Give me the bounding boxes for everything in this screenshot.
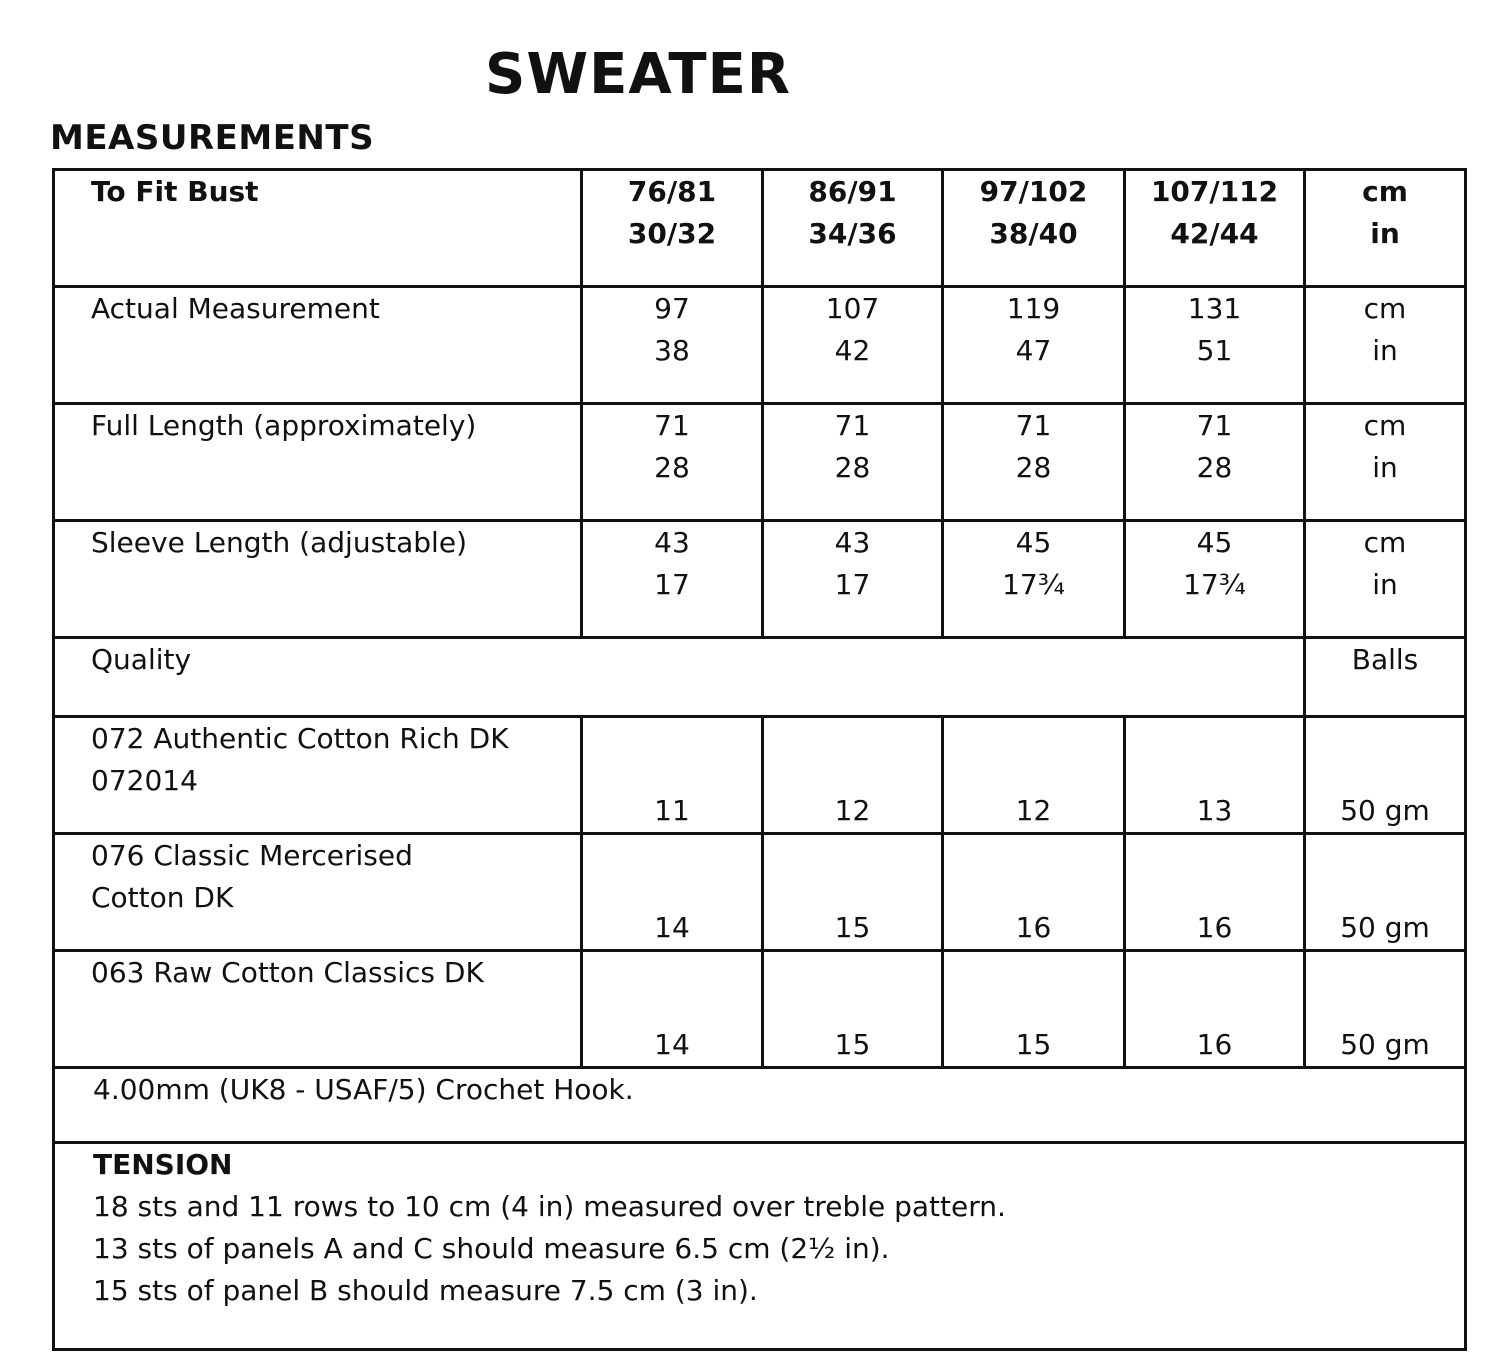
unit-cell (1305, 404, 1466, 521)
value-cell (1125, 521, 1305, 638)
value-cm: 71 (1015, 409, 1052, 442)
balls-value: 11 (582, 717, 763, 834)
yarn-row (54, 951, 1466, 1068)
yarn-row (54, 717, 1466, 834)
unit-in: in (1372, 451, 1398, 484)
value-cm: 119 (1006, 292, 1061, 325)
size-in: 38/40 (989, 217, 1078, 250)
value-in: 51 (1196, 334, 1233, 367)
value-cell (943, 287, 1125, 404)
value-cm: 45 (1015, 526, 1052, 559)
tension-line: 18 sts and 11 rows to 10 cm (4 in) measured over treble pattern. (93, 1190, 1006, 1223)
balls-value: 16 (1125, 834, 1305, 951)
row-label: To Fit Bust (54, 170, 582, 287)
size-cm: 107/112 (1150, 175, 1279, 208)
yarn-label (54, 717, 582, 834)
yarn-name: 072 Authentic Cotton Rich DK (91, 722, 509, 755)
value-in: 17 (654, 568, 690, 601)
tension-cell (54, 1143, 1466, 1350)
quality-row (54, 638, 1466, 717)
value-cell (582, 404, 763, 521)
quality-label: Quality (54, 638, 1305, 717)
value-cm: 43 (834, 526, 871, 559)
value-in: 28 (834, 451, 871, 484)
value-in: 28 (654, 451, 690, 484)
value-cell (763, 404, 943, 521)
ball-weight: 50 gm (1305, 951, 1466, 1068)
balls-value: 12 (763, 717, 943, 834)
row-label: Full Length (approximately) (54, 404, 582, 521)
table-row (54, 521, 1466, 638)
ball-weight: 50 gm (1305, 834, 1466, 951)
tension-line: 15 sts of panel B should measure 7.5 cm (3 in). (93, 1274, 758, 1307)
balls-value: 15 (943, 951, 1125, 1068)
value-cell (1125, 287, 1305, 404)
unit-cell (1305, 521, 1466, 638)
size-cm: 76/81 (627, 175, 717, 208)
size-in: 30/32 (627, 217, 717, 250)
value-cm: 43 (654, 526, 690, 559)
value-cm: 45 (1196, 526, 1233, 559)
tension-row (54, 1143, 1466, 1350)
tension-title: TENSION (93, 1148, 233, 1181)
value-cm: 71 (834, 409, 871, 442)
value-in: 17 (834, 568, 871, 601)
yarn-name: 063 Raw Cotton Classics DK (91, 956, 484, 989)
table-header-row (54, 170, 1466, 287)
unit-in: in (1370, 217, 1400, 250)
row-label: Actual Measurement (54, 287, 582, 404)
row-label: Sleeve Length (adjustable) (54, 521, 582, 638)
value-cm: 131 (1187, 292, 1242, 325)
balls-value: 13 (1125, 717, 1305, 834)
unit-in: in (1372, 568, 1398, 601)
tension-line: 13 sts of panels A and C should measure 6.5 cm (2½ in). (93, 1232, 890, 1265)
table-row (54, 287, 1466, 404)
unit-cm: cm (1363, 409, 1407, 442)
unit-header (1305, 170, 1466, 287)
value-cm: 71 (1196, 409, 1233, 442)
balls-value: 15 (763, 834, 943, 951)
yarn-label (54, 951, 582, 1068)
measurements-table (52, 168, 1467, 1351)
balls-value: 16 (943, 834, 1125, 951)
value-cell (763, 521, 943, 638)
yarn-row (54, 834, 1466, 951)
balls-value: 14 (582, 834, 763, 951)
value-cm: 97 (654, 292, 690, 325)
value-cell (1125, 404, 1305, 521)
value-in: 28 (1015, 451, 1052, 484)
yarn-name-cont: Cotton DK (91, 881, 234, 914)
page-title: SWEATER (485, 42, 791, 107)
value-in: 28 (1196, 451, 1233, 484)
value-cell (943, 404, 1125, 521)
unit-cell (1305, 287, 1466, 404)
value-in: 17¾ (1183, 568, 1246, 601)
unit-cm: cm (1362, 175, 1408, 208)
unit-cm: cm (1363, 292, 1407, 325)
balls-value: 14 (582, 951, 763, 1068)
size-header (943, 170, 1125, 287)
balls-value: 12 (943, 717, 1125, 834)
yarn-label (54, 834, 582, 951)
value-in: 47 (1015, 334, 1052, 367)
value-cm: 71 (654, 409, 690, 442)
section-title: MEASUREMENTS (50, 118, 375, 158)
ball-weight: 50 gm (1305, 717, 1466, 834)
size-header (763, 170, 943, 287)
value-in: 42 (834, 334, 871, 367)
size-in: 34/36 (808, 217, 897, 250)
hook-text: 4.00mm (UK8 - USAF/5) Crochet Hook. (54, 1068, 1466, 1143)
quality-unit: Balls (1305, 638, 1466, 717)
balls-value: 16 (1125, 951, 1305, 1068)
value-cm: 107 (825, 292, 880, 325)
size-header (582, 170, 763, 287)
value-cell (943, 521, 1125, 638)
value-in: 38 (654, 334, 690, 367)
value-cell (763, 287, 943, 404)
yarn-code: 072014 (91, 764, 198, 797)
size-cm: 97/102 (979, 175, 1088, 208)
hook-row (54, 1068, 1466, 1143)
value-in: 17¾ (1002, 568, 1065, 601)
balls-value: 15 (763, 951, 943, 1068)
size-cm: 86/91 (808, 175, 897, 208)
size-header (1125, 170, 1305, 287)
yarn-name: 076 Classic Mercerised (91, 839, 413, 872)
table-row (54, 404, 1466, 521)
unit-cm: cm (1363, 526, 1407, 559)
value-cell (582, 287, 763, 404)
size-in: 42/44 (1170, 217, 1259, 250)
value-cell (582, 521, 763, 638)
unit-in: in (1372, 334, 1398, 367)
